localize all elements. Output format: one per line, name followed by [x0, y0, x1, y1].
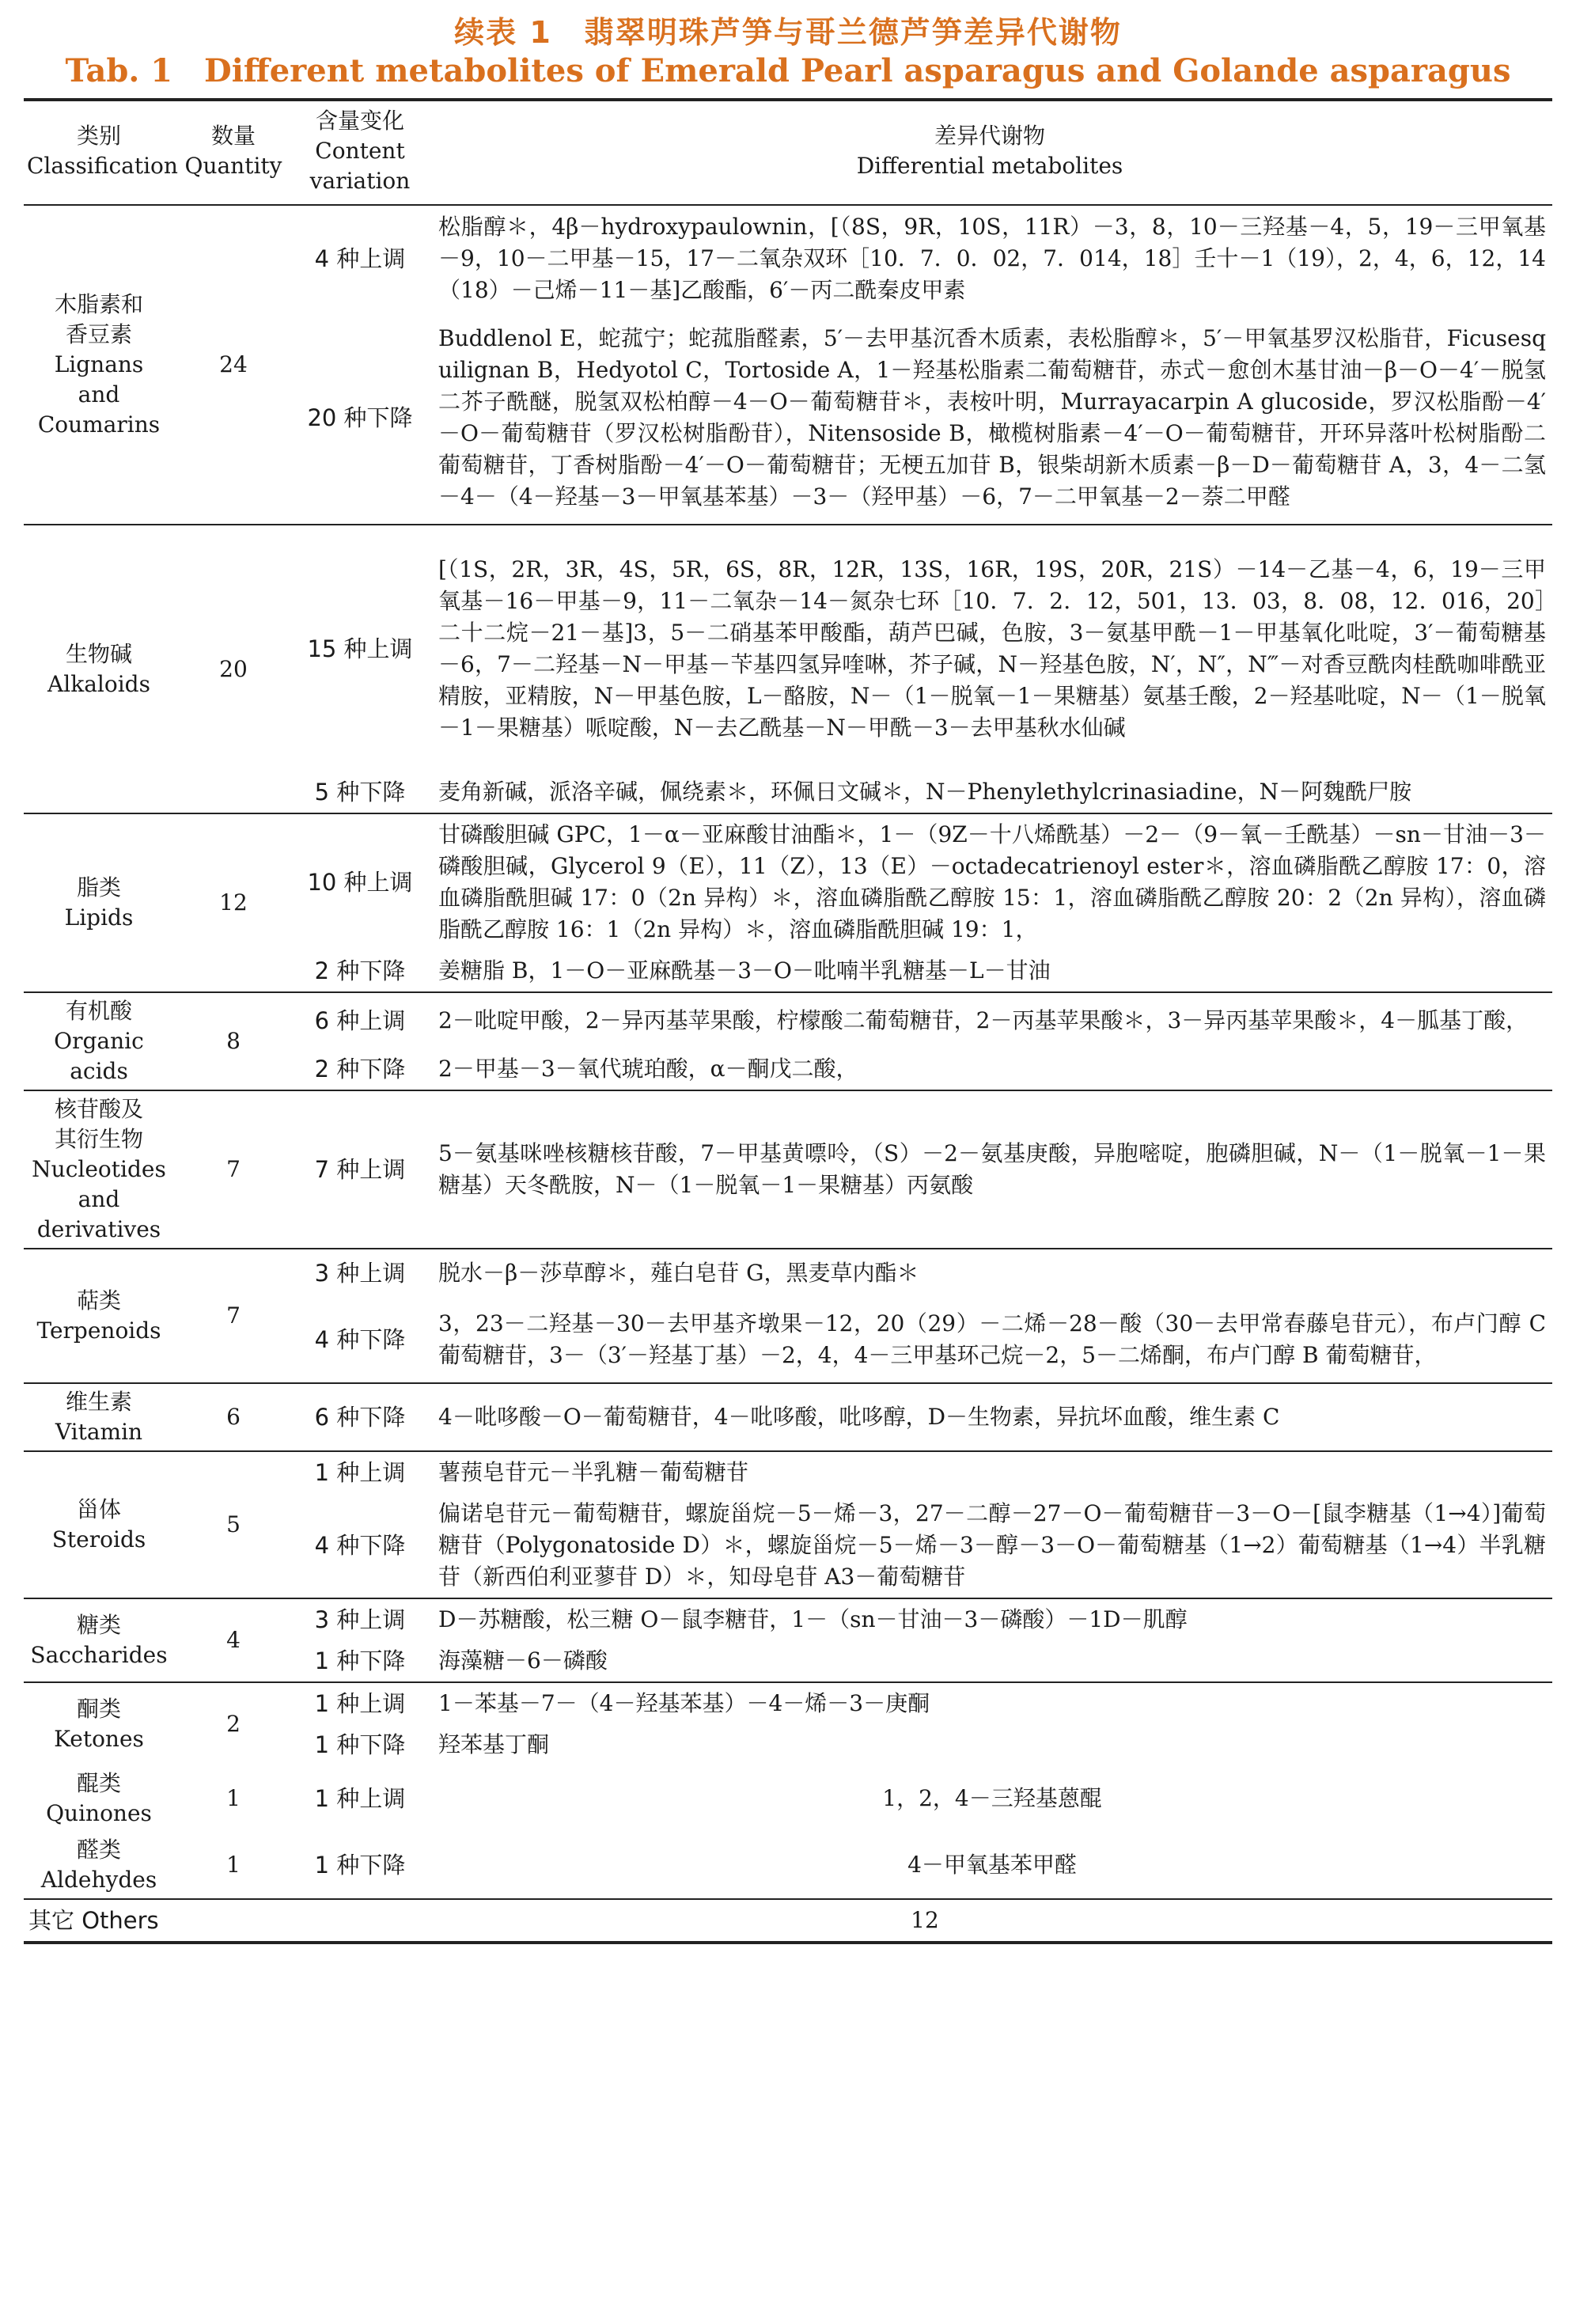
- quantity-cell: 1: [226, 1852, 241, 1878]
- metabolites-table: [24, 98, 1552, 1944]
- metabolites-cell: 1，2，4－三羟基蒽醌: [882, 1785, 1102, 1811]
- quantity-cell: 12: [174, 813, 293, 992]
- classification-line: Terpenoids: [36, 1317, 161, 1344]
- metabolites-cell: D－苏糖酸，松三糖 O－鼠李糖苷，1－（sn－甘油－3－磷酸）－1D－肌醇: [427, 1598, 1552, 1640]
- classification-line: 其衍生物: [54, 1126, 143, 1152]
- others-label: 其它 Others: [24, 1899, 293, 1943]
- metabolites-cell: 1－苯基－7－（4－羟基苯基）－4－烯－3－庚酮: [427, 1682, 1552, 1724]
- quantity-cell: 7: [174, 1090, 293, 1249]
- classification-line: Ketones: [54, 1726, 144, 1752]
- quantity-cell: 24: [174, 205, 293, 525]
- classification-cell: [24, 1383, 174, 1451]
- table-row: [24, 813, 1552, 950]
- header-quantity-en: Quantity: [184, 153, 282, 179]
- classification-line: 生物碱: [65, 640, 132, 667]
- classification-line: Alkaloids: [47, 670, 150, 697]
- metabolites-cell: 4－吡哆酸－O－葡萄糖苷，4－吡哆酸，吡哆醇，D－生物素，异抗坏血酸，维生素 C: [427, 1383, 1552, 1451]
- table-row: [24, 1682, 1552, 1724]
- classification-line: 酮类: [76, 1696, 121, 1722]
- classification-line: Lignans: [54, 351, 144, 377]
- table-row: [24, 1249, 1552, 1296]
- classification-line: 香豆素: [65, 321, 132, 347]
- metabolites-cell: 松脂醇＊，4β－hydroxypaulownin，[（8S，9R，10S，11R）－3，8，10－三羟基－4，5，19－三甲氧基－9，10－二甲基－15，17－二氧杂双环［10．7．0．02，7．014，18］壬十－1（19），2，4，6，12，14（18）－己烯－11－基]乙酸酯，6′－丙二酰秦皮甲素: [427, 205, 1552, 311]
- metabolites-cell: 甘磷酸胆碱 GPC，1－α－亚麻酸甘油酯＊，1－（9Z－十八烯酰基）－2－（9－氧－壬酰基）－sn－甘油－3－磷酸胆碱，Glycerol 9（E），11（Z），13（E）－octadecatrienoyl ester＊，溶血磷脂酰乙醇胺 17：0，溶血磷脂酰胆碱 17：0（2n 异构）＊，溶血磷脂酰乙醇胺 15：1，溶血磷脂酰乙醇胺 20：2（2n 异构），溶血磷脂酰乙醇胺 16：1（2n 异构）＊，溶血磷脂酰胆碱 19：1，: [427, 813, 1552, 950]
- table-caption-en: Tab. 1 Different metabolites of Emerald Pearl asparagus and Golande asparagus: [65, 52, 1511, 89]
- variation-cell: 1 种上调: [314, 1785, 406, 1812]
- quantity-cell: 6: [174, 1383, 293, 1451]
- metabolites-cell: 3，23－二羟基－30－去甲基齐墩果－12，20（29）－二烯－28－酸（30－去甲常春藤皂苷元），布卢门醇 C 葡萄糖苷，3－（3′－羟基丁基）－2，4，4－三甲基环己烷－2，5－二烯酮，布卢门醇 B 葡萄糖苷，: [438, 1310, 1546, 1368]
- variation-cell: 3 种上调: [293, 1598, 427, 1640]
- variation-cell: 1 种下降: [314, 1852, 406, 1879]
- classification-cell: [24, 1765, 174, 1832]
- classification-line: Organic: [54, 1028, 144, 1054]
- classification-cell: [24, 1598, 174, 1682]
- classification-line: Vitamin: [55, 1419, 143, 1445]
- table-row: [24, 992, 1552, 1048]
- classification-line: Nucleotides: [32, 1156, 166, 1182]
- variation-cell: 1 种上调: [293, 1451, 427, 1493]
- metabolites-cell: 脱水－β－莎草醇＊，薤白皂苷 G，黑麦草内酯＊: [427, 1249, 1552, 1296]
- classification-line: acids: [70, 1058, 128, 1084]
- variation-cell: 4 种上调: [293, 205, 427, 311]
- header-classification-cn: 类别: [76, 123, 121, 149]
- classification-cell: [24, 1832, 174, 1899]
- variation-cell: 10 种上调: [293, 813, 427, 950]
- metabolites-cell: [（1S，2R，3R，4S，5R，6S，8R，12R，13S，16R，19S，20R，21S）－14－乙基－4，6，19－三甲氧基－16－甲基－9，11－二氧杂－14－氮杂七环［10．7．2．12，501，13．03，8．08，12．016，20］二十二烷－21－基]3，5－二硝基苯甲酸酯，葫芦巴碱，色胺，3－氨基甲酰－1－甲基氧化吡啶，3′－葡萄糖基－6，7－二羟基－N－甲基－苄基四氢异喹啉，芥子碱，N－羟基色胺，N′，N″，N‴－对香豆酰肉桂酰咖啡酰亚精胺，亚精胺，N－甲基色胺，L－酪胺，N－（1－脱氧－1－果糖基）氨基壬酸，2－羟基吡啶，N－（1－脱氧－1－果糖基）哌啶酸，N－去乙酰基－N－甲酰－3－去甲基秋水仙碱: [427, 525, 1552, 772]
- variation-cell: 4 种下降: [314, 1532, 406, 1559]
- classification-line: 脂类: [76, 874, 121, 900]
- classification-line: 有机酸: [65, 998, 132, 1024]
- classification-cell: [24, 205, 174, 525]
- classification-line: Steroids: [51, 1526, 146, 1552]
- classification-line: 甾体: [76, 1496, 121, 1522]
- classification-line: Quinones: [46, 1800, 152, 1826]
- metabolites-cell: 4－甲氧基苯甲醛: [907, 1852, 1077, 1878]
- quantity-cell: 5: [174, 1451, 293, 1598]
- classification-line: 糖类: [76, 1612, 121, 1638]
- classification-line: Coumarins: [37, 411, 161, 438]
- table-row-others: [24, 1899, 1552, 1943]
- classification-line: 醛类: [76, 1837, 121, 1863]
- quantity-cell: 4: [174, 1598, 293, 1682]
- others-quantity: 12: [293, 1899, 1552, 1943]
- metabolites-cell: 薯蓣皂苷元－半乳糖－葡萄糖苷: [427, 1451, 1552, 1493]
- classification-line: 木脂素和: [54, 291, 143, 317]
- metabolites-cell: Buddlenol E，蛇菰宁；蛇菰脂醛素，5′－去甲基沉香木质素，表松脂醇＊，5′－甲氧基罗汉松脂苷，Ficusesquilignan B，Hedyotol C，Tortoside A，1－羟基松脂素二葡萄糖苷，赤式－愈创木基甘油－β－O－4′－脱氢二芥子酰醚，脱氢双松柏醇－4－O－葡萄糖苷＊，表桉叶明，Murrayacarpin A glucoside，罗汉松脂酚－4′－O－葡萄糖苷（罗汉松树脂酚苷），Nitensoside B，橄榄树脂素－4′－O－葡萄糖苷，开环异落叶松树脂酚二葡萄糖苷，丁香树脂酚－4′－O－葡萄糖苷；无梗五加苷 B，银柴胡新木质素－β－D－葡萄糖苷 A，3，4－二氢－4－（4－羟基－3－甲氧基苯基）－3－（羟甲基）－6，7－二甲氧基－2－萘二甲醛: [438, 324, 1546, 510]
- variation-cell: 5 种下降: [314, 779, 406, 806]
- header-variation-cn: 含量变化: [315, 108, 404, 134]
- quantity-cell: 1: [226, 1785, 241, 1811]
- classification-cell: [24, 813, 174, 992]
- classification-cell: [24, 1249, 174, 1383]
- variation-cell: 1 种上调: [293, 1682, 427, 1724]
- classification-line: Saccharides: [30, 1642, 168, 1668]
- header-classification: [24, 100, 178, 205]
- table-row: [24, 1832, 1552, 1899]
- table-caption-cn: 续表 1 翡翠明珠芦笋与哥兰德芦笋差异代谢物: [454, 15, 1122, 50]
- metabolites-cell: 5－氨基咪唑核糖核苷酸，7－甲基黄嘌呤，（S）－2－氨基庚酸，异胞嘧啶，胞磷胆碱，N－（1－脱氧－1－果糖基）天冬酰胺，N－（1－脱氧－1－果糖基）丙氨酸: [427, 1090, 1552, 1249]
- variation-cell: 2 种下降: [314, 957, 406, 984]
- table-row: [24, 525, 1552, 772]
- metabolites-cell: 麦角新碱，派洛辛碱，佩绕素＊，环佩日文碱＊，N－Phenylethylcrinasiadine，N－阿魏酰尸胺: [438, 779, 1412, 805]
- variation-cell: 3 种上调: [293, 1249, 427, 1296]
- classification-line: and derivatives: [36, 1186, 161, 1242]
- classification-line: 萜类: [76, 1287, 121, 1314]
- table-row: [24, 1598, 1552, 1640]
- classification-line: 核苷酸及: [54, 1096, 143, 1122]
- variation-cell: 6 种上调: [293, 992, 427, 1048]
- header-variation-en1: Content: [315, 138, 405, 164]
- header-variation-en2: variation: [309, 168, 411, 194]
- variation-cell: 15 种上调: [293, 525, 427, 772]
- metabolites-cell: 2－吡啶甲酸，2－异丙基苹果酸，柠檬酸二葡萄糖苷，2－丙基苹果酸＊，3－异丙基苹果酸＊，4－胍基丁酸，: [427, 992, 1552, 1048]
- table-row: [24, 1090, 1552, 1249]
- classification-cell: [24, 1682, 174, 1765]
- metabolites-cell: 偏诺皂苷元－葡萄糖苷，螺旋甾烷－5－烯－3，27－二醇－27－O－葡萄糖苷－3－O－[鼠李糖基（1→4）]葡萄糖苷（Polygonatoside D）＊，螺旋甾烷－5－烯－3－醇－3－O－葡萄糖基（1→2）葡萄糖基（1→4）半乳糖苷（新西伯利亚蓼苷 D）＊，知母皂苷 A3－葡萄糖苷: [438, 1500, 1546, 1590]
- variation-cell: 1 种下降: [314, 1647, 406, 1674]
- metabolites-cell: 海藻糖－6－磷酸: [438, 1647, 608, 1674]
- table-row: [24, 1383, 1552, 1451]
- header-classification-en: Classification: [27, 153, 178, 179]
- classification-cell: [24, 992, 174, 1090]
- classification-line: 维生素: [65, 1389, 132, 1415]
- classification-cell: [24, 1090, 174, 1249]
- variation-cell: 20 种下降: [307, 404, 413, 431]
- variation-cell: 4 种下降: [314, 1325, 406, 1353]
- header-metabolites-cn: 差异代谢物: [934, 123, 1045, 149]
- quantity-cell: 7: [174, 1249, 293, 1383]
- quantity-cell: 8: [174, 992, 293, 1090]
- header-metabolites-en: Differential metabolites: [856, 153, 1123, 179]
- classification-line: Aldehydes: [40, 1867, 157, 1893]
- classification-line: Lipids: [64, 904, 134, 931]
- header-quantity-cn: 数量: [210, 123, 256, 149]
- classification-line: 醌类: [76, 1770, 121, 1796]
- header-metabolites: [427, 100, 1552, 205]
- classification-cell: [24, 525, 174, 813]
- metabolites-cell: 姜糖脂 B，1－O－亚麻酰基－3－O－吡喃半乳糖基－L－甘油: [438, 957, 1051, 984]
- metabolites-cell: 2－甲基－3－氧代琥珀酸，α－酮戊二酸，: [438, 1055, 858, 1082]
- variation-cell: 2 种下降: [314, 1055, 406, 1082]
- table-body: [24, 205, 1552, 1943]
- table-row: [24, 1451, 1552, 1493]
- table-row: [24, 1765, 1552, 1832]
- quantity-cell: 20: [174, 525, 293, 813]
- header-quantity: [174, 100, 293, 205]
- variation-cell: 1 种下降: [314, 1731, 406, 1758]
- table-row: [24, 205, 1552, 311]
- header-variation: [293, 100, 427, 205]
- metabolites-cell: 羟苯基丁酮: [438, 1731, 550, 1757]
- table-header-row: [24, 100, 1552, 205]
- classification-line: and: [78, 381, 120, 408]
- variation-cell: 6 种下降: [293, 1383, 427, 1451]
- variation-cell: 7 种上调: [293, 1090, 427, 1249]
- quantity-cell: 2: [174, 1682, 293, 1765]
- classification-cell: [24, 1451, 174, 1598]
